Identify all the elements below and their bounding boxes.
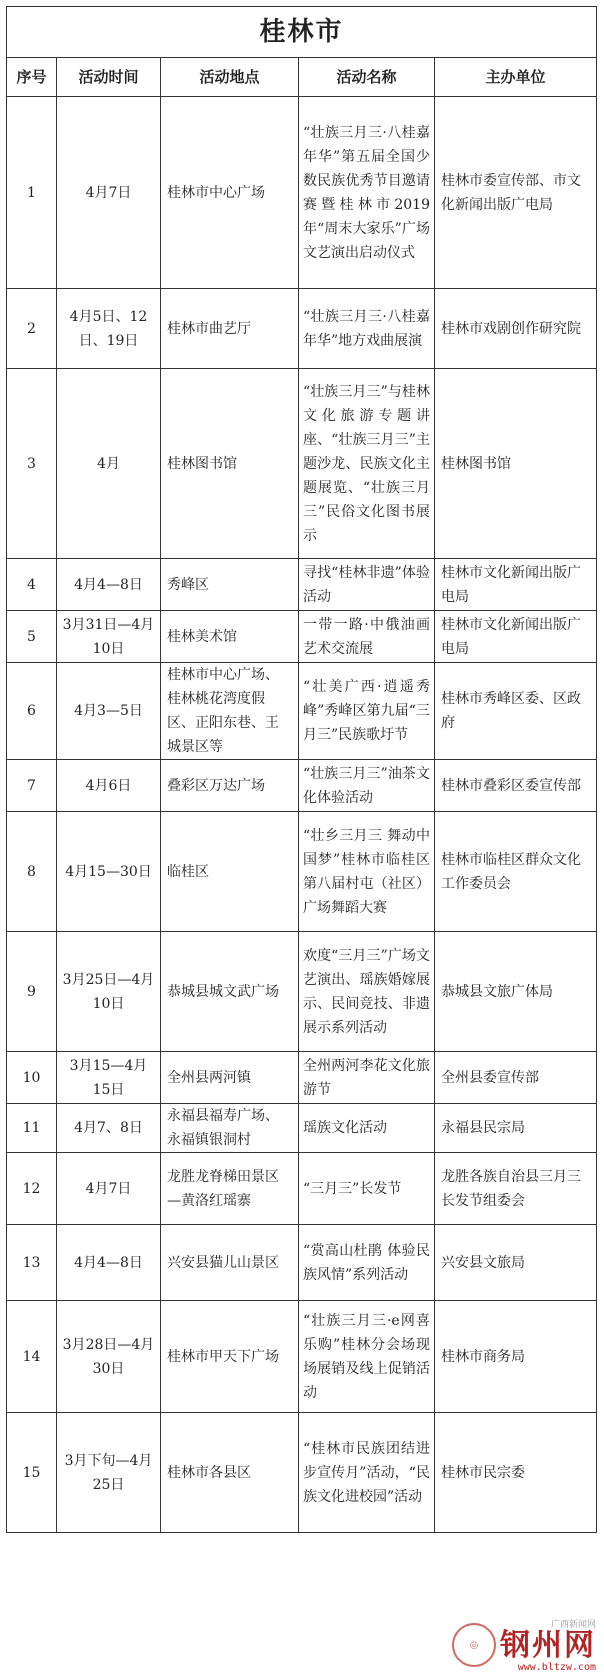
cell-place: 龙胜龙脊梯田景区—黄洛红瑶寨 bbox=[161, 1153, 299, 1225]
cell-time: 4月5日、12日、19日 bbox=[57, 289, 161, 369]
watermark bbox=[452, 1617, 596, 1673]
cell-name: 一带一路·中俄油画艺术交流展 bbox=[299, 611, 435, 663]
cell-name: “壮族三月三”油茶文化体验活动 bbox=[299, 760, 435, 812]
table-row bbox=[7, 1301, 597, 1413]
cell-time: 4月7、8日 bbox=[57, 1104, 161, 1153]
cell-no: 13 bbox=[7, 1225, 57, 1301]
cell-place: 叠彩区万达广场 bbox=[161, 760, 299, 812]
cell-place: 桂林市甲天下广场 bbox=[161, 1301, 299, 1413]
cell-name: 瑶族文化活动 bbox=[299, 1104, 435, 1153]
cell-no: 5 bbox=[7, 611, 57, 663]
table-title: 桂林市 bbox=[7, 7, 597, 58]
cell-org: 桂林市文化新闻出版广电局 bbox=[435, 559, 597, 611]
cell-org: 桂林市秀峰区委、区政府 bbox=[435, 663, 597, 760]
cell-name: “壮族三月三·八桂嘉年华”第五届全国少数民族优秀节目邀请赛暨桂林市2019年“周末大家乐”广场文艺演出启动仪式 bbox=[299, 97, 435, 289]
header-place: 活动地点 bbox=[161, 58, 299, 97]
table-row bbox=[7, 1104, 597, 1153]
table-row bbox=[7, 1225, 597, 1301]
cell-time: 4月4—8日 bbox=[57, 559, 161, 611]
cell-place: 桂林市各县区 bbox=[161, 1413, 299, 1533]
cell-time: 4月3—5日 bbox=[57, 663, 161, 760]
table-row bbox=[7, 1413, 597, 1533]
cell-no: 8 bbox=[7, 812, 57, 932]
table-row bbox=[7, 1052, 597, 1104]
watermark-logo: 钢州网 bbox=[500, 1628, 596, 1663]
cell-no: 14 bbox=[7, 1301, 57, 1413]
cell-time: 3月25日—4月10日 bbox=[57, 932, 161, 1052]
cell-org: 桂林市委宣传部、市文化新闻出版广电局 bbox=[435, 97, 597, 289]
cell-name: “桂林市民族团结进步宣传月”活动，“民族文化进校园”活动 bbox=[299, 1413, 435, 1533]
cell-no: 15 bbox=[7, 1413, 57, 1533]
cell-time: 3月15—4月15日 bbox=[57, 1052, 161, 1104]
cell-name: “壮族三月三”与桂林文化旅游专题讲座、“壮族三月三”主题沙龙、民族文化主题展览、“壮族三月三”民俗文化图书展示 bbox=[299, 369, 435, 559]
cell-no: 7 bbox=[7, 760, 57, 812]
cell-time: 4月15—30日 bbox=[57, 812, 161, 932]
cell-name: “壮族三月三·八桂嘉年华”地方戏曲展演 bbox=[299, 289, 435, 369]
cell-place: 秀峰区 bbox=[161, 559, 299, 611]
header-org: 主办单位 bbox=[435, 58, 597, 97]
activity-table-container bbox=[6, 6, 596, 1533]
table-row bbox=[7, 760, 597, 812]
cell-org: 桂林图书馆 bbox=[435, 369, 597, 559]
cell-place: 桂林美术馆 bbox=[161, 611, 299, 663]
cell-time: 4月 bbox=[57, 369, 161, 559]
header-row bbox=[7, 58, 597, 97]
cell-org: 全州县委宣传部 bbox=[435, 1052, 597, 1104]
table-row bbox=[7, 1153, 597, 1225]
watermark-box bbox=[500, 1617, 596, 1673]
title-row bbox=[7, 7, 597, 58]
cell-time: 4月7日 bbox=[57, 1153, 161, 1225]
cell-place: 桂林市曲艺厅 bbox=[161, 289, 299, 369]
cell-name: “三月三”长发节 bbox=[299, 1153, 435, 1225]
cell-name: 欢度“三月三”广场文艺演出、瑶族婚嫁展示、民间竞技、非遗展示系列活动 bbox=[299, 932, 435, 1052]
cell-place: 桂林市中心广场、桂林桃花湾度假区、正阳东巷、王城景区等 bbox=[161, 663, 299, 760]
header-time: 活动时间 bbox=[57, 58, 161, 97]
table-row bbox=[7, 932, 597, 1052]
cell-place: 恭城县城文武广场 bbox=[161, 932, 299, 1052]
cell-no: 3 bbox=[7, 369, 57, 559]
cell-name: “壮族三月三·e网喜乐购”桂林分会场现场展销及线上促销活动 bbox=[299, 1301, 435, 1413]
seal-icon: ◎ bbox=[452, 1623, 496, 1667]
table-row bbox=[7, 611, 597, 663]
cell-no: 4 bbox=[7, 559, 57, 611]
cell-org: 桂林市临桂区群众文化工作委员会 bbox=[435, 812, 597, 932]
cell-org: 桂林市戏剧创作研究院 bbox=[435, 289, 597, 369]
table-row bbox=[7, 369, 597, 559]
cell-name: 全州两河李花文化旅游节 bbox=[299, 1052, 435, 1104]
cell-time: 3月31日—4月10日 bbox=[57, 611, 161, 663]
cell-no: 2 bbox=[7, 289, 57, 369]
cell-no: 6 bbox=[7, 663, 57, 760]
cell-no: 11 bbox=[7, 1104, 57, 1153]
cell-place: 永福县福寿广场、永福镇银洞村 bbox=[161, 1104, 299, 1153]
cell-org: 龙胜各族自治县三月三长发节组委会 bbox=[435, 1153, 597, 1225]
cell-org: 桂林市民宗委 bbox=[435, 1413, 597, 1533]
cell-time: 4月6日 bbox=[57, 760, 161, 812]
cell-no: 9 bbox=[7, 932, 57, 1052]
activity-table bbox=[6, 6, 597, 1533]
cell-org: 兴安县文旅局 bbox=[435, 1225, 597, 1301]
cell-org: 桂林市叠彩区委宣传部 bbox=[435, 760, 597, 812]
cell-time: 3月28日—4月30日 bbox=[57, 1301, 161, 1413]
cell-name: “壮美广西·逍遥秀峰”秀峰区第九届“三月三”民族歌圩节 bbox=[299, 663, 435, 760]
table-row bbox=[7, 663, 597, 760]
cell-name: “赏高山杜鹃 体验民族风情”系列活动 bbox=[299, 1225, 435, 1301]
table-row bbox=[7, 97, 597, 289]
cell-name: “壮乡三月三 舞动中国梦”桂林市临桂区第八届村屯（社区）广场舞蹈大赛 bbox=[299, 812, 435, 932]
header-name: 活动名称 bbox=[299, 58, 435, 97]
cell-no: 12 bbox=[7, 1153, 57, 1225]
header-no: 序号 bbox=[7, 58, 57, 97]
cell-org: 永福县民宗局 bbox=[435, 1104, 597, 1153]
table-row bbox=[7, 289, 597, 369]
table-row bbox=[7, 812, 597, 932]
cell-time: 3月下旬—4月25日 bbox=[57, 1413, 161, 1533]
cell-org: 桂林市商务局 bbox=[435, 1301, 597, 1413]
table-row bbox=[7, 559, 597, 611]
cell-name: 寻找“桂林非遗”体验活动 bbox=[299, 559, 435, 611]
watermark-url: www.bltzw.com bbox=[517, 1662, 596, 1673]
cell-no: 10 bbox=[7, 1052, 57, 1104]
cell-time: 4月4—8日 bbox=[57, 1225, 161, 1301]
cell-org: 恭城县文旅广体局 bbox=[435, 932, 597, 1052]
cell-time: 4月7日 bbox=[57, 97, 161, 289]
cell-place: 桂林市中心广场 bbox=[161, 97, 299, 289]
cell-place: 全州县两河镇 bbox=[161, 1052, 299, 1104]
cell-place: 临桂区 bbox=[161, 812, 299, 932]
cell-place: 桂林图书馆 bbox=[161, 369, 299, 559]
cell-place: 兴安县猫儿山景区 bbox=[161, 1225, 299, 1301]
cell-no: 1 bbox=[7, 97, 57, 289]
watermark-source: 广西新闻网 bbox=[550, 1620, 596, 1630]
cell-org: 桂林市文化新闻出版广电局 bbox=[435, 611, 597, 663]
